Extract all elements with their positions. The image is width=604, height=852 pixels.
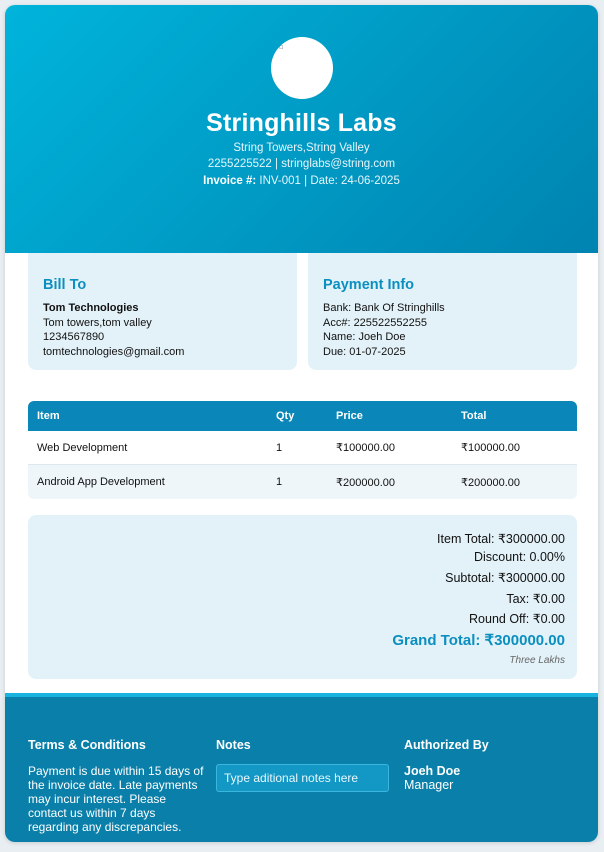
invoice-footer — [5, 693, 598, 842]
invoice-sheet — [5, 5, 598, 842]
row-qty: 1 — [276, 476, 283, 488]
authorized-role: Manager — [404, 778, 454, 792]
payment-account: Acc#: 225522552255 — [323, 316, 427, 329]
totals-summary — [28, 515, 577, 679]
invoice-number-label: Invoice #: — [203, 175, 257, 187]
row-qty: 1 — [276, 441, 283, 454]
item-total: Item Total: ₹300000.00 — [437, 532, 565, 546]
invoice-header — [5, 5, 598, 253]
invoice-number-and-date: INV-001 | Date: 24-06-2025 — [256, 175, 400, 187]
round-off: Round Off: ₹0.00 — [469, 612, 565, 626]
row-item: Web Development — [37, 441, 128, 454]
tax: Tax: ₹0.00 — [506, 592, 565, 606]
payment-due-date: Due: 01-07-2025 — [323, 345, 406, 358]
notes-title: Notes — [216, 738, 251, 752]
terms-section — [28, 738, 208, 834]
client-phone: 1234567890 — [43, 331, 105, 343]
terms-title: Terms & Conditions — [28, 738, 146, 752]
grand-total: Grand Total: ₹300000.00 — [392, 632, 565, 649]
header-price: Price — [336, 410, 363, 422]
bill-to-card — [28, 253, 297, 370]
table-row — [28, 431, 577, 465]
bill-to-title: Bill To — [43, 277, 87, 293]
payment-bank: Bank: Bank Of Stringhills — [323, 302, 445, 314]
row-price: ₹100000.00 — [336, 442, 395, 454]
authorized-name: Joeh Doe — [404, 764, 461, 778]
notes-section — [216, 738, 389, 792]
payment-name: Name: Joeh Doe — [323, 331, 406, 343]
discount: Discount: 0.00% — [473, 550, 565, 564]
company-address: String Towers,String Valley — [233, 142, 370, 154]
row-item: Android App Development — [37, 476, 165, 488]
authorized-title: Authorized By — [404, 738, 489, 752]
invoice-meta — [5, 175, 598, 187]
subtotal: Subtotal: ₹300000.00 — [445, 571, 565, 585]
client-email: tomtechnologies@gmail.com — [43, 345, 185, 358]
row-total: ₹200000.00 — [461, 476, 520, 489]
items-table — [28, 401, 577, 499]
client-address: Tom towers,tom valley — [43, 316, 152, 329]
company-name: Stringhills Labs — [206, 109, 397, 137]
row-total: ₹100000.00 — [461, 442, 520, 454]
company-contact: 2255225522 | stringlabs@string.com — [207, 158, 396, 170]
broken-image-icon: ▫ — [279, 43, 284, 51]
terms-text: Payment is due within 15 days of the invoice date. Late payments may incur interest. Please contact us within 7 days regarding any discrepancies. — [28, 764, 204, 834]
client-name: Tom Technologies — [43, 302, 139, 314]
payment-info-title: Payment Info — [323, 277, 415, 293]
notes-input[interactable] — [216, 764, 389, 792]
header-qty: Qty — [276, 410, 295, 422]
table-row — [28, 465, 577, 499]
payment-info-card — [308, 253, 577, 370]
company-logo — [271, 37, 333, 99]
header-total: Total — [461, 410, 487, 422]
row-price: ₹200000.00 — [336, 476, 395, 489]
items-table-header — [28, 401, 577, 431]
header-item: Item — [37, 410, 60, 422]
authorized-section — [404, 738, 574, 792]
amount-in-words: Three Lakhs — [509, 655, 565, 666]
